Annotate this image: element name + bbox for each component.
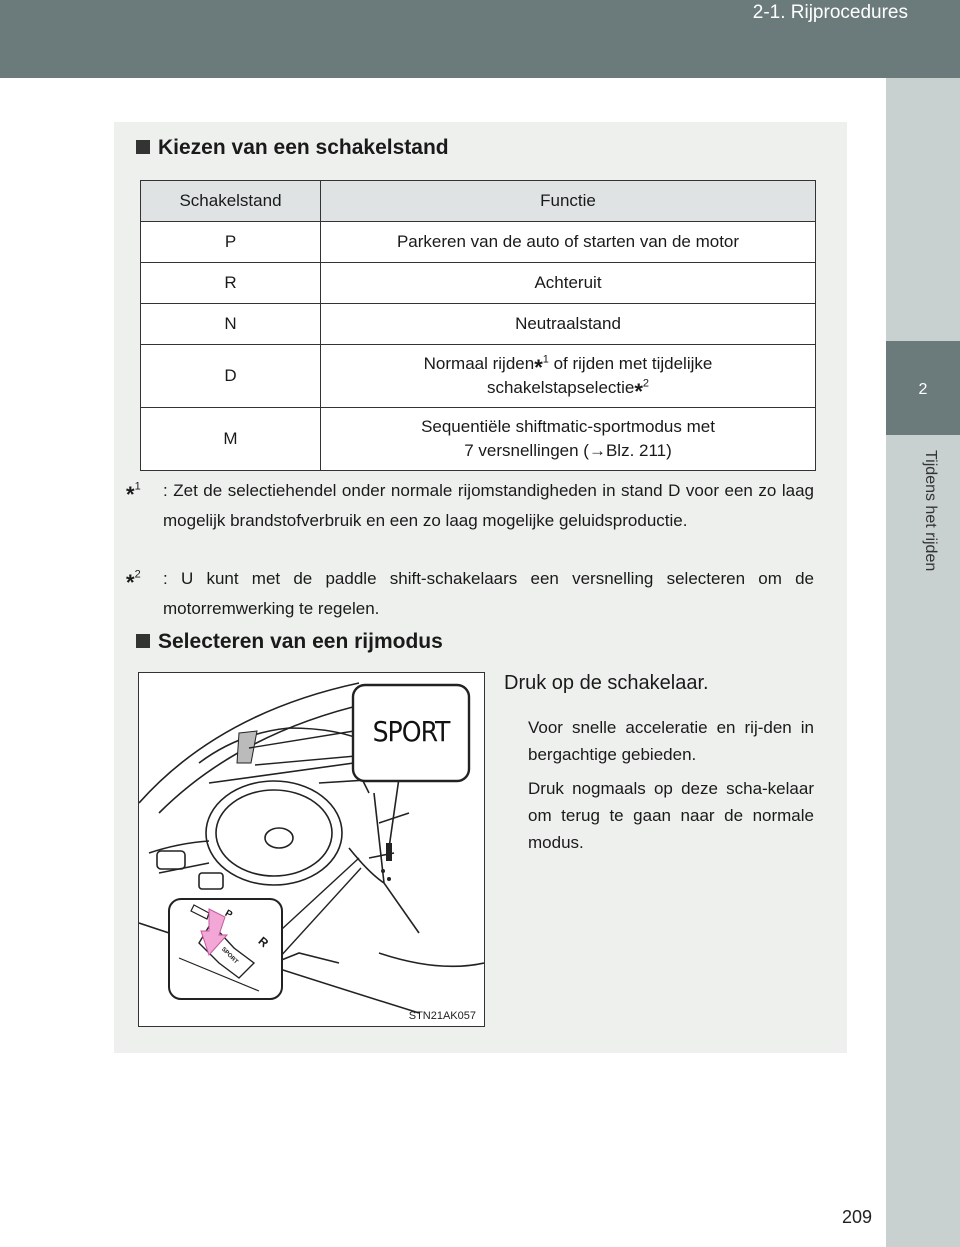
section-heading-shift-text: Kiezen van een schakelstand [158,136,449,159]
footnote-ref: 2 [642,377,650,390]
cell-text: Normaal rijden [423,354,535,373]
footnote-num: 2 [134,568,141,581]
square-bullet-icon [136,140,150,154]
table-cell-function: Parkeren van de auto of starten van de motor [321,222,816,263]
lever-label-r: R [255,933,272,951]
cell-text: Sequentiële shiftmatic-sportmodus met [421,417,715,436]
table-cell-function [321,345,816,408]
table-cell-position: P [141,222,321,263]
footnote-text: : Zet de selectiehendel onder normale rijomstandigheden in stand D voor een zo laag mogelijk brandstofverbruik en een zo laag mogelijke geluidsproductie. [163,481,814,530]
footnote-num: 1 [134,480,141,493]
table-header-row [141,181,816,222]
section-heading-mode [136,630,443,654]
instruction-step: Druk op de schakelaar. [504,672,709,694]
table-cell-position: D [141,345,321,408]
cell-text: 7 versnellingen (→Blz. 211) [464,441,672,460]
section-heading-mode-text: Selecteren van een rijmodus [158,630,443,653]
table-header-cell: Schakelstand [141,181,321,222]
lever-label-p: P [222,908,234,921]
table-cell-function [321,408,816,471]
table-row [141,263,816,304]
table-cell-function: Achteruit [321,263,816,304]
callout-sport-label: SPORT [372,715,450,748]
table-row [141,408,816,471]
section-heading-shift [136,136,449,160]
footnote-marker [126,476,141,506]
asterisk: * [634,379,643,404]
table-row [141,345,816,408]
footnote-text: : U kunt met de paddle shift-schakelaars een versnelling selecteren om de motorremwerking te regelen. [163,569,814,618]
footnote-2 [126,564,814,624]
table-cell-position: M [141,408,321,471]
figure-code: STN21AK057 [408,1010,476,1022]
cell-text: schakelstapselectie [486,378,635,397]
chapter-title [923,450,943,650]
table-cell-position: R [141,263,321,304]
sidebar-tab-top [886,78,960,341]
section-title: 2-1. Rijprocedures [752,2,908,23]
footnote-marker [126,564,141,594]
square-bullet-icon [136,634,150,648]
footnote-1 [126,476,814,536]
chapter-title-text: Tijdens het rijden [922,450,939,572]
sport-button-label: SPORT [219,946,239,966]
dashboard-illustration [138,672,485,1027]
page-header [0,0,960,78]
table-row [141,304,816,345]
shift-position-table [140,180,816,471]
cell-text: of rijden met tijdelijke [548,354,713,373]
table-row [141,222,816,263]
footnote-ref: 1 [542,353,549,366]
table-cell-function: Neutraalstand [321,304,816,345]
asterisk: * [534,355,543,380]
table-header-cell: Functie [321,181,816,222]
instruction-para-2: Druk nogmaals op deze scha-kelaar om terug te gaan naar de normale modus. [528,779,814,852]
asterisk: * [126,482,135,507]
chapter-number: 2 [886,341,960,435]
page-number: 209 [842,1207,873,1227]
asterisk: * [126,570,135,595]
table-cell-position: N [141,304,321,345]
instruction-para-1: Voor snelle acceleratie en rij-den in bergachtige gebieden. [528,718,814,764]
